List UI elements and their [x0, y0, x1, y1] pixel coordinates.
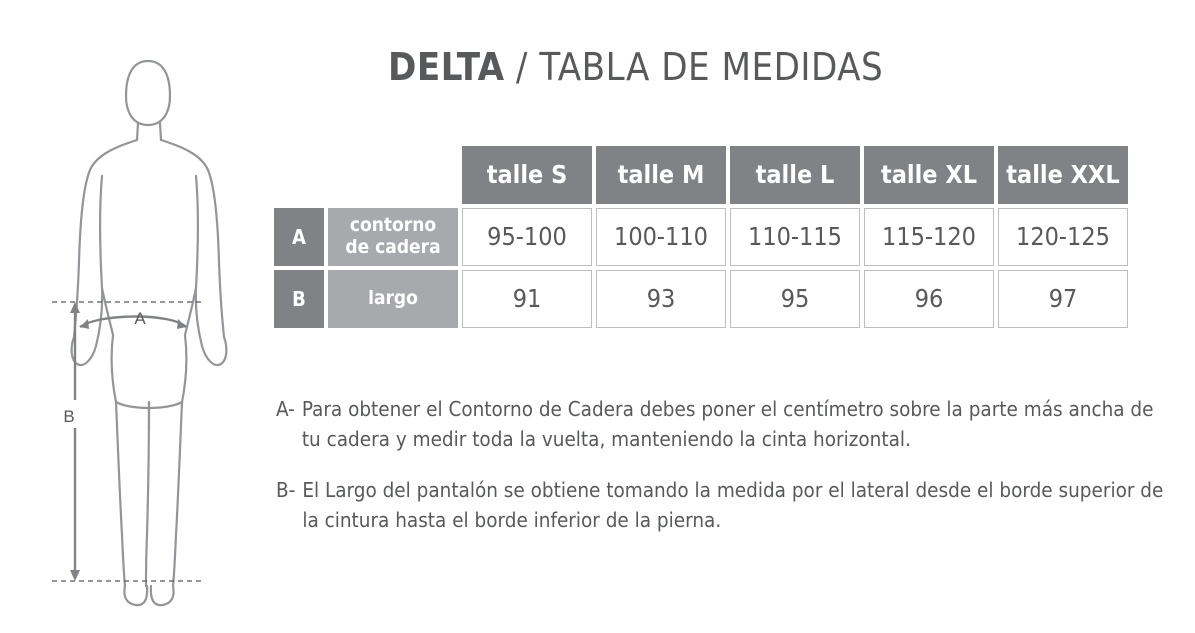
note-b-text: El Largo del pantalón se obtiene tomando la medida por el lateral desde el borde superior de la cintura hasta el borde inferior de la pierna. — [302, 478, 1164, 533]
row-b-value-s — [462, 270, 592, 328]
row-a-value-xl-text: 115-120 — [864, 208, 994, 266]
note-b-key: B- — [276, 478, 296, 503]
row-b-value-m — [596, 270, 726, 328]
row-a-value-m-text: 100-110 — [596, 208, 726, 266]
size-table — [270, 142, 1132, 332]
header-spacer-desc — [328, 146, 458, 204]
row-b-value-m-text: 93 — [596, 270, 726, 328]
row-a-value-l-text: 110-115 — [730, 208, 860, 266]
row-b-value-l — [730, 270, 860, 328]
page-title — [388, 45, 883, 89]
row-b-value-xxl — [998, 270, 1128, 328]
note-a — [276, 395, 1176, 454]
row-a-key — [274, 208, 324, 266]
header-size-s — [462, 146, 592, 204]
row-a-value-l — [730, 208, 860, 266]
header-size-xxl-label: talle XXL — [998, 146, 1128, 204]
row-a-description — [328, 208, 458, 266]
header-size-l — [730, 146, 860, 204]
note-a-key: A- — [276, 397, 295, 421]
row-a-value-s — [462, 208, 592, 266]
header-size-l-label: talle L — [730, 146, 860, 204]
header-size-xxl — [998, 146, 1128, 204]
header-size-m — [596, 146, 726, 204]
row-b-key-label: B — [274, 270, 324, 328]
header-size-s-label: talle S — [462, 146, 592, 204]
note-b — [276, 476, 1176, 535]
header-size-xl-label: talle XL — [864, 146, 994, 204]
body-figure — [30, 30, 260, 610]
row-b-desc-line1: largo — [328, 270, 458, 328]
row-a-desc-line2: de cadera — [345, 236, 441, 258]
row-b-value-s-text: 91 — [462, 270, 592, 328]
row-a-value-xxl-text: 120-125 — [998, 208, 1128, 266]
figure-label-a: A — [134, 309, 146, 328]
note-a-text: Para obtener el Contorno de Cadera debes poner el centímetro sobre la parte más ancha de tu cadera y medir toda la vuelta, manteniendo la cinta horizontal. — [301, 397, 1154, 451]
row-b-value-xl — [864, 270, 994, 328]
row-a-value-xxl — [998, 208, 1128, 266]
row-b-description — [328, 270, 458, 328]
title-separator: / — [504, 45, 540, 89]
row-a-value-m — [596, 208, 726, 266]
row-b-value-l-text: 95 — [730, 270, 860, 328]
table-row — [274, 270, 1128, 328]
row-b-value-xl-text: 96 — [864, 270, 994, 328]
row-b-value-xxl-text: 97 — [998, 270, 1128, 328]
title-brand: DELTA — [388, 45, 505, 89]
size-table-wrapper — [270, 142, 1132, 332]
measurement-notes — [276, 395, 1176, 558]
figure-label-b: B — [63, 407, 75, 426]
header-size-xl — [864, 146, 994, 204]
row-b-key — [274, 270, 324, 328]
title-rest: TABLA DE MEDIDAS — [539, 45, 884, 89]
table-row — [274, 208, 1128, 266]
row-a-key-label: A — [274, 208, 324, 266]
row-a-value-xl — [864, 208, 994, 266]
table-header-row — [274, 146, 1128, 204]
row-a-value-s-text: 95-100 — [462, 208, 592, 266]
header-size-m-label: talle M — [596, 146, 726, 204]
row-a-desc-line1: contorno — [349, 214, 437, 237]
header-spacer-key — [274, 146, 324, 204]
